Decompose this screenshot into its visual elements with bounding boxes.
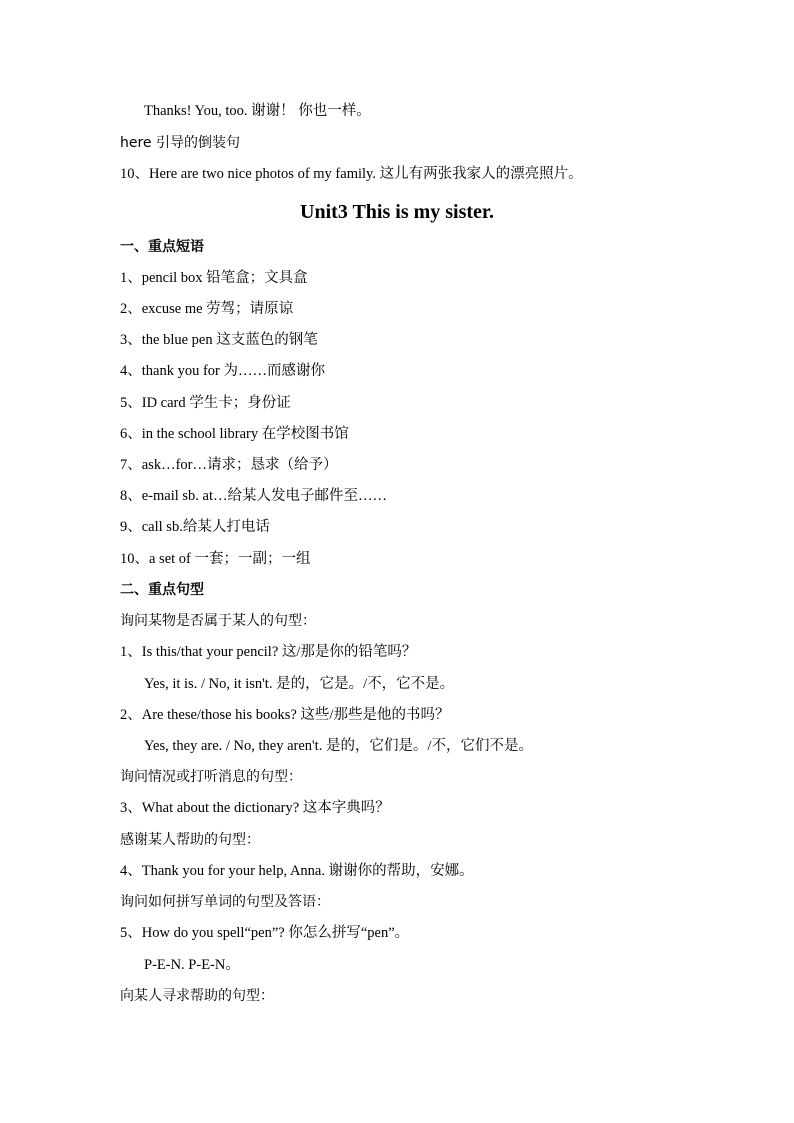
phrase-item: 3、the blue pen 这支蓝色的钢笔 <box>120 332 318 348</box>
phrase-item: 2、excuse me 劳驾；请原谅 <box>120 301 294 317</box>
sentence-item: 1、Is this/that your pencil? 这/那是你的铅笔吗？ <box>120 644 417 660</box>
example-sentence: 10、Here are two nice photos of my family. 这儿有两张我家人的漂亮照片。 <box>120 166 583 182</box>
pattern-label: 向某人寻求帮助的句型： <box>120 988 274 1004</box>
sentence-answer: P-E-N. P-E-N。 <box>144 957 240 973</box>
phrase-item: 6、in the school library 在学校图书馆 <box>120 426 349 442</box>
phrase-item: 9、call sb.给某人打电话 <box>120 519 270 535</box>
phrase-item: 10、a set of 一套；一副；一组 <box>120 551 311 567</box>
phrase-item: 5、ID card 学生卡；身份证 <box>120 395 291 411</box>
phrase-item: 4、thank you for 为……而感谢你 <box>120 363 325 379</box>
sentence-answer: Yes, they are. / No, they aren't. 是的，它们是。/不，它们不是。 <box>144 738 533 754</box>
dialogue-line: Thanks! You, too. 谢谢！ 你也一样。 <box>144 103 371 119</box>
sentence-item: 3、What about the dictionary? 这本字典吗？ <box>120 800 390 816</box>
phrase-item: 1、pencil box 铅笔盒；文具盒 <box>120 270 308 286</box>
pattern-label: 感谢某人帮助的句型： <box>120 832 260 848</box>
unit-title: Unit3 This is my sister. <box>300 201 494 223</box>
section-heading-phrases: 一、重点短语 <box>120 239 204 255</box>
section-heading-sentences: 二、重点句型 <box>120 582 204 598</box>
phrase-item: 7、ask…for…请求；恳求（给予） <box>120 457 338 473</box>
pattern-label: 询问情况或打听消息的句型： <box>120 769 302 785</box>
sentence-item: 4、Thank you for your help, Anna. 谢谢你的帮助，安娜。 <box>120 863 474 879</box>
sentence-answer: Yes, it is. / No, it isn't. 是的，它是。/不，它不是。 <box>144 676 455 692</box>
sentence-item: 5、How do you spell“pen”? 你怎么拼写“pen”。 <box>120 925 410 941</box>
pattern-label: 询问如何拼写单词的句型及答语： <box>120 894 330 910</box>
phrase-item: 8、e-mail sb. at…给某人发电子邮件至…… <box>120 488 388 504</box>
sentence-item: 2、Are these/those his books? 这些/那些是他的书吗？ <box>120 707 450 723</box>
grammar-label: here 引导的倒装句 <box>120 135 240 151</box>
pattern-label: 询问某物是否属于某人的句型： <box>120 613 316 629</box>
